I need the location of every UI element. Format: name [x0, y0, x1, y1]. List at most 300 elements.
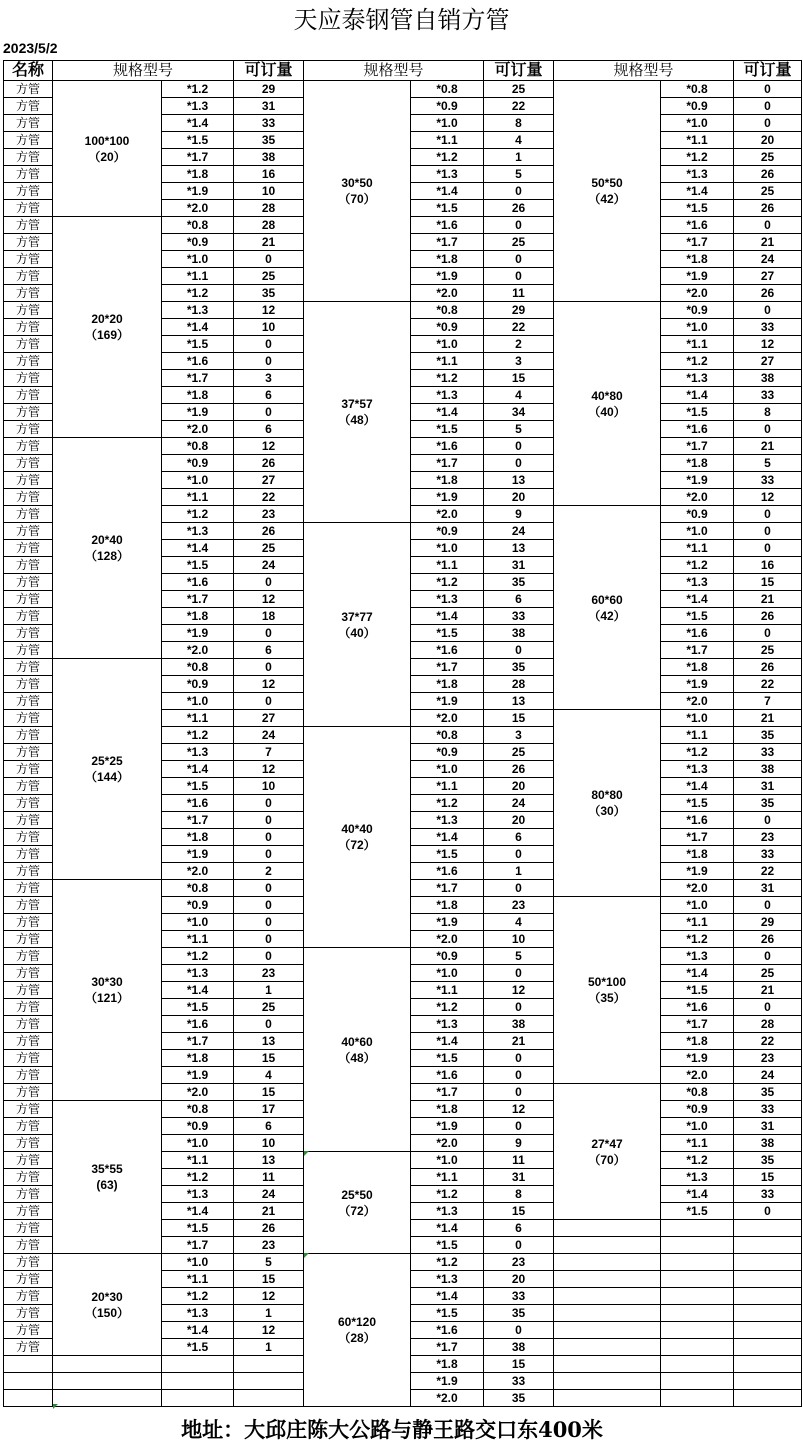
- thickness-cell: *1.2: [686, 558, 708, 572]
- qty-cell: 0: [265, 405, 272, 419]
- row-name: 方管: [15, 524, 40, 538]
- thickness-cell: *1.5: [186, 133, 209, 147]
- qty-cell: 5: [515, 949, 522, 963]
- thickness-cell: *1.1: [686, 728, 708, 742]
- size-label: 60*120: [337, 1315, 377, 1329]
- thickness-cell: *1.1: [436, 779, 458, 793]
- qty-cell: 3: [515, 354, 522, 368]
- thickness-cell: *1.9: [436, 1119, 458, 1133]
- qty-cell: 1: [265, 1306, 272, 1320]
- qty-cell: 15: [511, 1204, 526, 1218]
- row-name: 方管: [15, 507, 40, 521]
- thickness-cell: *1.4: [686, 184, 708, 198]
- qty-cell: 0: [764, 1000, 771, 1014]
- thickness-cell: *1.4: [186, 983, 209, 997]
- thickness-cell: *2.0: [186, 422, 209, 436]
- qty-cell: 24: [261, 1187, 276, 1201]
- qty-cell: 11: [512, 286, 525, 300]
- thickness-cell: *1.2: [436, 150, 458, 164]
- qty-cell: 10: [261, 184, 276, 198]
- grid-line: [553, 1236, 802, 1237]
- qty-cell: 12: [261, 1289, 276, 1303]
- thickness-cell: *1.4: [686, 966, 708, 980]
- thickness-cell: *2.0: [436, 932, 458, 946]
- qty-cell: 15: [261, 1085, 276, 1099]
- row-name: 方管: [15, 1153, 40, 1167]
- thickness-cell: *0.9: [186, 677, 209, 691]
- thickness-cell: *2.0: [186, 643, 209, 657]
- size-group-a: [53, 81, 161, 216]
- row-name: 方管: [15, 575, 40, 589]
- thickness-cell: *1.0: [436, 762, 458, 776]
- thickness-cell: *0.9: [186, 898, 209, 912]
- qty-cell: 15: [511, 711, 526, 725]
- document-date: 2023/5/2: [3, 40, 58, 56]
- size-group-c: [554, 897, 660, 1083]
- row-name: 方管: [15, 388, 40, 402]
- thickness-cell: *0.9: [436, 745, 458, 759]
- row-name: 方管: [15, 711, 40, 725]
- qty-cell: 6: [265, 643, 272, 657]
- qty-cell: 38: [760, 371, 775, 385]
- thickness-cell: *1.4: [686, 388, 708, 402]
- grid-line: [553, 1304, 802, 1305]
- qty-cell: 0: [265, 337, 272, 351]
- thickness-cell: *1.2: [686, 745, 708, 759]
- grid-line: [52, 1372, 304, 1373]
- qty-cell: 0: [265, 881, 272, 895]
- thickness-cell: *1.9: [186, 626, 209, 640]
- qty-cell: 26: [511, 201, 526, 215]
- thickness-cell: *1.8: [186, 830, 209, 844]
- thickness-cell: *1.0: [186, 252, 209, 266]
- thickness-cell: *1.4: [436, 184, 458, 198]
- thickness-cell: *1.3: [186, 745, 209, 759]
- row-name: 方管: [15, 779, 40, 793]
- qty-cell: 0: [764, 82, 771, 96]
- thickness-cell: *1.2: [436, 1000, 458, 1014]
- qty-cell: 21: [511, 1034, 526, 1048]
- grid-line: [553, 1253, 802, 1254]
- qty-cell: 0: [515, 1068, 522, 1082]
- qty-cell: 12: [261, 592, 276, 606]
- thickness-cell: *0.8: [686, 1085, 708, 1099]
- qty-cell: 33: [760, 473, 775, 487]
- grid-line: [3, 1389, 53, 1390]
- qty-cell: 31: [511, 558, 526, 572]
- thickness-cell: *1.8: [686, 456, 708, 470]
- grid-line: [801, 60, 802, 1407]
- size-label: 37*57: [341, 397, 373, 411]
- thickness-cell: *1.9: [186, 184, 209, 198]
- thickness-cell: *1.2: [686, 354, 708, 368]
- row-name: 方管: [15, 99, 40, 113]
- grid-line: [303, 1406, 554, 1407]
- qty-cell: 0: [515, 1085, 522, 1099]
- qty-cell: 0: [764, 898, 771, 912]
- grid-line: [553, 1321, 802, 1322]
- thickness-cell: *1.0: [686, 524, 708, 538]
- qty-cell: 0: [515, 1119, 522, 1133]
- thickness-cell: *1.6: [436, 643, 458, 657]
- size-label: 40*80: [591, 388, 623, 403]
- qty-cell: 0: [515, 1051, 522, 1065]
- thickness-cell: *1.4: [436, 405, 458, 419]
- thickness-cell: *1.5: [186, 1000, 209, 1014]
- qty-cell: 15: [760, 575, 775, 589]
- size-label: 80*80: [591, 788, 623, 802]
- qty-cell: 0: [265, 626, 272, 640]
- thickness-cell: *1.9: [686, 473, 708, 487]
- thickness-cell: *1.0: [436, 966, 458, 980]
- thickness-cell: *0.9: [186, 235, 209, 249]
- qty-cell: 20: [760, 133, 775, 147]
- qty-cell: 23: [760, 830, 775, 844]
- thickness-cell: *1.3: [436, 1017, 458, 1031]
- thickness-cell: *1.5: [686, 1204, 708, 1218]
- qty-cell: 35: [760, 1085, 775, 1099]
- qty-cell: 4: [265, 1068, 272, 1082]
- qty-cell: 5: [265, 1255, 272, 1269]
- row-name: 方管: [15, 1187, 40, 1201]
- thickness-cell: *1.8: [686, 660, 708, 674]
- row-name: 方管: [15, 1204, 40, 1218]
- qty-cell: 0: [265, 252, 272, 266]
- thickness-cell: *1.2: [186, 507, 209, 521]
- thickness-cell: *1.4: [436, 1289, 458, 1303]
- thickness-cell: *0.9: [686, 1102, 708, 1116]
- qty-cell: 0: [265, 694, 272, 708]
- row-name: 方管: [15, 813, 40, 827]
- qty-cell: 0: [515, 643, 522, 657]
- thickness-cell: *1.5: [436, 201, 458, 215]
- qty-cell: 4: [515, 915, 522, 929]
- qty-cell: 0: [515, 252, 522, 266]
- row-name: 方管: [15, 694, 40, 708]
- qty-cell: 0: [515, 184, 522, 198]
- qty-cell: 13: [511, 694, 526, 708]
- thickness-cell: *2.0: [686, 1068, 708, 1082]
- header-spec: 规格型号: [112, 61, 173, 79]
- thickness-cell: *1.0: [186, 473, 209, 487]
- qty-cell: 31: [760, 881, 775, 895]
- thickness-cell: *1.8: [436, 677, 458, 691]
- thickness-cell: *1.9: [686, 269, 708, 283]
- thickness-cell: *1.5: [436, 1238, 458, 1252]
- qty-cell: 35: [261, 286, 276, 300]
- thickness-cell: *1.8: [186, 609, 209, 623]
- row-name: 方管: [15, 473, 40, 487]
- thickness-cell: *1.6: [436, 439, 458, 453]
- grid-line: [161, 1355, 162, 1407]
- thickness-cell: *1.3: [186, 1187, 209, 1201]
- thickness-cell: *1.4: [436, 1221, 458, 1235]
- thickness-cell: *1.2: [686, 150, 708, 164]
- thickness-cell: *0.8: [436, 303, 458, 317]
- qty-cell: 26: [511, 762, 526, 776]
- qty-cell: 6: [515, 830, 522, 844]
- qty-cell: 1: [265, 983, 272, 997]
- qty-cell: 0: [764, 303, 771, 317]
- thickness-cell: *1.4: [686, 592, 708, 606]
- row-name: 方管: [15, 1119, 40, 1133]
- qty-cell: 5: [764, 456, 771, 470]
- qty-cell: 38: [511, 626, 526, 640]
- thickness-cell: *2.0: [436, 1391, 458, 1405]
- qty-cell: 26: [760, 932, 775, 946]
- qty-cell: 27: [760, 269, 775, 283]
- qty-cell: 12: [760, 337, 775, 351]
- size-count: （70）: [588, 1152, 626, 1167]
- qty-cell: 22: [760, 677, 775, 691]
- thickness-cell: *1.2: [186, 286, 209, 300]
- row-name: 方管: [15, 643, 40, 657]
- qty-cell: 2: [265, 864, 272, 878]
- qty-cell: 33: [261, 116, 276, 130]
- row-name: 方管: [15, 1238, 40, 1252]
- row-name: 方管: [15, 592, 40, 606]
- thickness-cell: *1.0: [186, 1255, 209, 1269]
- size-group-a: [53, 438, 161, 658]
- thickness-cell: *1.7: [186, 1238, 209, 1252]
- qty-cell: 26: [760, 167, 775, 181]
- thickness-cell: *1.1: [436, 558, 458, 572]
- qty-cell: 8: [764, 405, 771, 419]
- thickness-cell: *1.0: [436, 1153, 458, 1167]
- qty-cell: 0: [515, 218, 522, 232]
- thickness-cell: *1.6: [186, 796, 209, 810]
- thickness-cell: *1.9: [686, 1051, 708, 1065]
- qty-cell: 33: [760, 388, 775, 402]
- qty-cell: 10: [261, 779, 276, 793]
- qty-cell: 17: [261, 1102, 276, 1116]
- row-name: 方管: [15, 1017, 40, 1031]
- row-name: 方管: [15, 660, 40, 674]
- size-group-b: [304, 727, 410, 947]
- thickness-cell: *1.9: [436, 915, 458, 929]
- grid-line: [660, 1219, 661, 1407]
- thickness-cell: *0.9: [686, 507, 708, 521]
- thickness-cell: *1.1: [436, 983, 458, 997]
- qty-cell: 0: [764, 524, 771, 538]
- qty-cell: 23: [261, 966, 276, 980]
- thickness-cell: *0.8: [186, 1102, 209, 1116]
- size-count: (63): [96, 1178, 118, 1192]
- size-label: 20*20: [91, 312, 123, 326]
- qty-cell: 31: [511, 1170, 526, 1184]
- qty-cell: 35: [511, 660, 526, 674]
- qty-cell: 0: [515, 1323, 522, 1337]
- row-name: 方管: [15, 1136, 40, 1150]
- row-name: 方管: [15, 830, 40, 844]
- thickness-cell: *1.2: [436, 1187, 458, 1201]
- qty-cell: 10: [261, 1136, 276, 1150]
- row-name: 方管: [15, 405, 40, 419]
- thickness-cell: *1.7: [686, 1017, 708, 1031]
- thickness-cell: *0.8: [436, 728, 458, 742]
- thickness-cell: *1.6: [186, 1017, 209, 1031]
- qty-cell: 35: [760, 728, 775, 742]
- size-label: 27*47: [591, 1136, 623, 1151]
- thickness-cell: *1.8: [686, 252, 708, 266]
- thickness-cell: *1.9: [436, 694, 458, 708]
- qty-cell: 21: [760, 592, 775, 606]
- row-name: 方管: [15, 490, 40, 504]
- row-name: 方管: [15, 1102, 40, 1116]
- qty-cell: 0: [265, 660, 272, 674]
- qty-cell: 25: [760, 966, 775, 980]
- qty-cell: 15: [511, 1357, 526, 1371]
- address-line: 地址：大邱庄陈大公路与静王路交口东400米: [181, 1417, 603, 1442]
- thickness-cell: *1.0: [436, 116, 458, 130]
- thickness-cell: *1.3: [686, 167, 708, 181]
- thickness-cell: *1.1: [436, 133, 458, 147]
- thickness-cell: *1.1: [186, 932, 209, 946]
- size-label: 30*50: [341, 176, 373, 190]
- thickness-cell: *1.4: [436, 609, 458, 623]
- size-count: （72）: [338, 1203, 376, 1218]
- cell-marker: [304, 1151, 309, 1156]
- thickness-cell: *0.9: [436, 320, 458, 334]
- size-label: 40*60: [341, 1034, 373, 1049]
- qty-cell: 0: [764, 541, 771, 555]
- qty-cell: 25: [261, 1000, 276, 1014]
- qty-cell: 27: [760, 354, 775, 368]
- qty-cell: 38: [511, 1340, 526, 1354]
- qty-cell: 13: [261, 1034, 276, 1048]
- thickness-cell: *1.4: [186, 541, 209, 555]
- row-name: 方管: [15, 422, 40, 436]
- row-name: 方管: [15, 677, 40, 691]
- qty-cell: 11: [262, 1170, 275, 1184]
- row-name: 方管: [15, 82, 40, 96]
- row-name: 方管: [15, 354, 40, 368]
- thickness-cell: *1.1: [686, 541, 708, 555]
- size-label: 50*100: [587, 975, 627, 989]
- thickness-cell: *1.6: [186, 575, 209, 589]
- thickness-cell: *1.4: [186, 762, 209, 776]
- size-count: （128）: [84, 549, 130, 563]
- qty-cell: 20: [511, 1272, 526, 1286]
- grid-line: [553, 1219, 802, 1220]
- qty-cell: 21: [760, 235, 775, 249]
- qty-cell: 33: [760, 847, 775, 861]
- qty-cell: 34: [511, 405, 526, 419]
- thickness-cell: *1.8: [186, 388, 209, 402]
- thickness-cell: *2.0: [686, 694, 708, 708]
- qty-cell: 22: [760, 864, 775, 878]
- thickness-cell: *1.8: [436, 473, 458, 487]
- qty-cell: 15: [511, 371, 526, 385]
- thickness-cell: *1.1: [186, 269, 209, 283]
- thickness-cell: *0.9: [436, 99, 458, 113]
- size-label: 25*50: [341, 1187, 373, 1202]
- row-name: 方管: [15, 1306, 40, 1320]
- thickness-cell: *1.5: [186, 779, 209, 793]
- size-group-b: [304, 1254, 410, 1406]
- size-label: 20*40: [91, 533, 123, 547]
- qty-cell: 12: [261, 762, 276, 776]
- thickness-cell: *1.1: [686, 337, 708, 351]
- qty-cell: 6: [265, 388, 272, 402]
- qty-cell: 24: [760, 1068, 775, 1082]
- grid-line: [52, 1389, 304, 1390]
- thickness-cell: *1.3: [686, 949, 708, 963]
- row-name: 方管: [15, 1323, 40, 1337]
- thickness-cell: *1.9: [686, 677, 708, 691]
- qty-cell: 33: [511, 1289, 526, 1303]
- qty-cell: 26: [760, 660, 775, 674]
- qty-cell: 0: [265, 915, 272, 929]
- thickness-cell: *2.0: [686, 286, 708, 300]
- thickness-cell: *1.8: [686, 847, 708, 861]
- thickness-cell: *1.2: [436, 796, 458, 810]
- thickness-cell: *2.0: [436, 1136, 458, 1150]
- size-group-b: [304, 523, 410, 726]
- qty-cell: 12: [261, 303, 276, 317]
- size-count: （144）: [84, 770, 130, 784]
- size-count: （48）: [338, 1050, 376, 1065]
- thickness-cell: *2.0: [186, 864, 209, 878]
- size-count: （35）: [588, 991, 626, 1005]
- thickness-cell: *0.8: [186, 660, 209, 674]
- qty-cell: 38: [511, 1017, 526, 1031]
- thickness-cell: *1.2: [686, 1153, 708, 1167]
- qty-cell: 27: [261, 473, 276, 487]
- thickness-cell: *1.9: [436, 1374, 458, 1388]
- row-name: 方管: [15, 1085, 40, 1099]
- thickness-cell: *1.3: [436, 1272, 458, 1286]
- qty-cell: 33: [760, 1187, 775, 1201]
- qty-cell: 23: [261, 1238, 276, 1252]
- thickness-cell: *1.5: [186, 1340, 209, 1354]
- qty-cell: 24: [511, 796, 526, 810]
- qty-cell: 3: [515, 728, 522, 742]
- thickness-cell: *1.7: [436, 660, 458, 674]
- qty-cell: 31: [261, 99, 276, 113]
- row-name: 方管: [15, 235, 40, 249]
- qty-cell: 25: [760, 184, 775, 198]
- size-count: （150）: [84, 1305, 130, 1320]
- qty-cell: 0: [265, 898, 272, 912]
- qty-cell: 33: [760, 1102, 775, 1116]
- size-label: 60*60: [591, 592, 623, 607]
- size-group-c: [554, 1084, 660, 1219]
- qty-cell: 4: [515, 388, 522, 402]
- row-name: 方管: [15, 167, 40, 181]
- size-group-b: [304, 302, 410, 522]
- qty-cell: 21: [760, 439, 775, 453]
- thickness-cell: *0.9: [186, 1119, 209, 1133]
- row-name: 方管: [15, 1255, 40, 1269]
- thickness-cell: *1.1: [686, 915, 708, 929]
- qty-cell: 0: [764, 116, 771, 130]
- thickness-cell: *1.2: [436, 371, 458, 385]
- size-count: （121）: [84, 991, 130, 1005]
- row-name: 方管: [15, 1221, 40, 1235]
- qty-cell: 0: [764, 99, 771, 113]
- size-group-c: [554, 710, 660, 896]
- qty-cell: 24: [261, 558, 276, 572]
- thickness-cell: *0.9: [686, 99, 708, 113]
- thickness-cell: *1.7: [186, 592, 209, 606]
- thickness-cell: *0.8: [186, 439, 209, 453]
- qty-cell: 25: [760, 643, 775, 657]
- qty-cell: 0: [265, 1017, 272, 1031]
- size-count: （28）: [338, 1331, 376, 1345]
- qty-cell: 27: [261, 711, 276, 725]
- thickness-cell: *2.0: [436, 286, 458, 300]
